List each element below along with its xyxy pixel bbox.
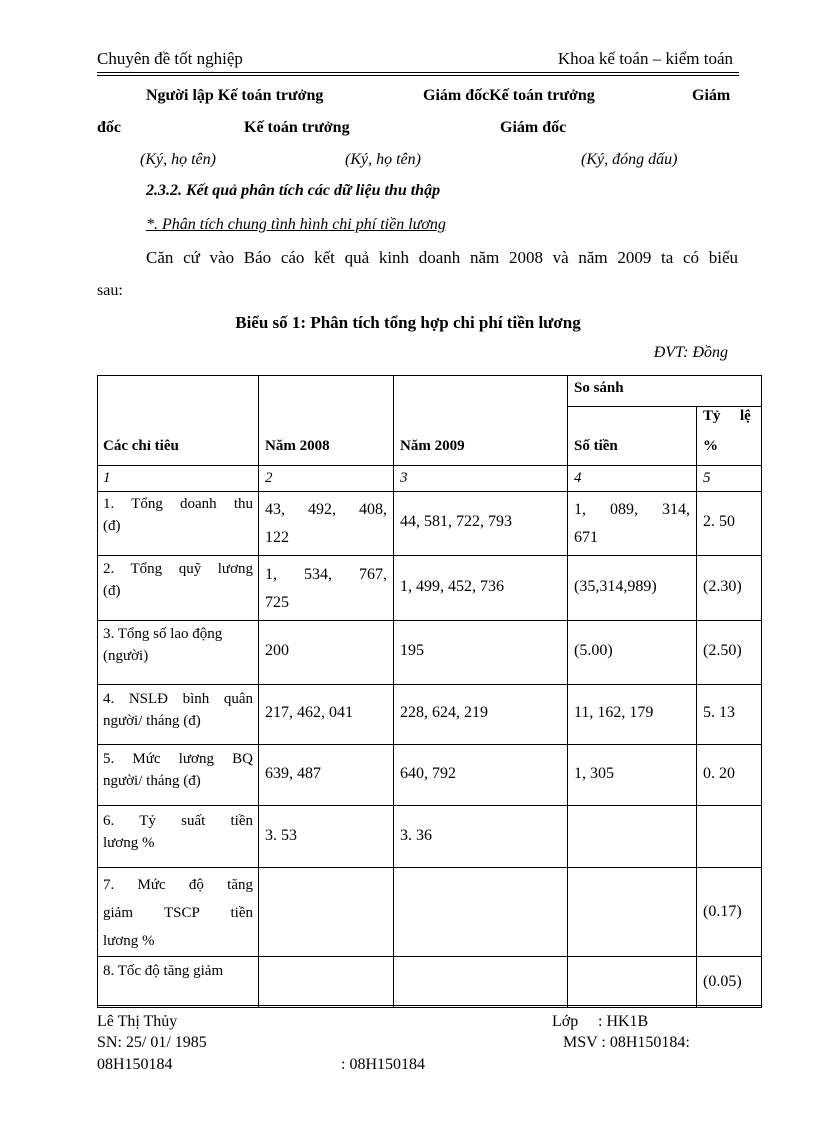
row1-amount xyxy=(574,496,690,552)
row7-indicator xyxy=(103,871,253,955)
row5-indicator-line1: 5. Mức lương BQ xyxy=(103,751,253,767)
row1-2008-line1: 43, 492, 408, xyxy=(265,501,387,518)
table-row-divider xyxy=(567,406,762,407)
row8-indicator-line1: 8. Tốc độ tăng giảm xyxy=(103,963,224,979)
footer-class-value: : HK1B xyxy=(598,1013,649,1030)
table-row-divider xyxy=(97,684,762,685)
row1-2008 xyxy=(265,496,387,552)
signature-note-2: (Ký, họ tên) xyxy=(345,151,421,168)
signature-line1-a: Người lập Kế toán trưởng xyxy=(146,87,324,104)
section-subheading: *. Phân tích chung tình hình chi phí tiền lương xyxy=(146,216,446,233)
row5-indicator-line2: người/ tháng (đ) xyxy=(103,773,201,789)
salary-analysis-table xyxy=(97,375,762,1007)
row3-indicator xyxy=(103,623,253,667)
table-col-divider xyxy=(258,375,259,1007)
table-row-divider xyxy=(97,555,762,556)
index-cell: 2 xyxy=(265,470,273,486)
row1-indicator-line2: (đ) xyxy=(103,518,121,534)
signature-note-1: (Ký, họ tên) xyxy=(140,151,216,168)
signature-line2-a: đốc xyxy=(97,119,121,136)
footer-class-label: Lớp xyxy=(552,1013,579,1030)
row7-indicator-line3: lương % xyxy=(103,933,155,949)
table-title: Biểu số 1: Phân tích tổng hợp chi phí tiền lương xyxy=(235,313,581,332)
table-col-divider xyxy=(567,375,568,1007)
row2-amount: (35,314,989) xyxy=(574,578,657,595)
row4-2008: 217, 462, 041 xyxy=(265,704,353,721)
row2-indicator-line1: 2. Tổng quỹ lương xyxy=(103,561,253,577)
table-border-top xyxy=(97,375,762,376)
header-rule-bottom xyxy=(97,75,739,76)
table-row-divider xyxy=(97,620,762,621)
header-rule-top xyxy=(97,72,739,73)
row6-2009: 3. 36 xyxy=(400,827,432,844)
row4-indicator-line2: người/ tháng (đ) xyxy=(103,713,201,729)
footer-name: Lê Thị Thủy xyxy=(97,1013,178,1030)
header-pct-a: Tỷ xyxy=(703,408,721,424)
section-heading: 2.3.2. Kết quả phân tích các dữ liệu thu thập xyxy=(146,182,441,199)
unit-label: ĐVT: Đồng xyxy=(653,344,728,361)
row2-2009: 1, 499, 452, 736 xyxy=(400,578,504,595)
header-2008: Năm 2008 xyxy=(265,438,330,454)
row4-amount: 11, 162, 179 xyxy=(574,704,654,721)
footer-code-2: : 08H150184 xyxy=(341,1056,425,1073)
row4-pct: 5. 13 xyxy=(703,704,735,721)
row4-indicator xyxy=(103,688,253,732)
header-indicator: Các chỉ tiêu xyxy=(103,438,179,454)
row6-2008: 3. 53 xyxy=(265,827,297,844)
row1-2009: 44, 581, 722, 793 xyxy=(400,513,512,530)
paragraph-line-1: Căn cứ vào Báo cáo kết quả kinh doanh năm 2008 và năm 2009 ta có biểu xyxy=(146,248,738,267)
row5-2009: 640, 792 xyxy=(400,765,456,782)
row7-indicator-line1: 7. Mức độ tăng xyxy=(103,877,253,893)
header-2009: Năm 2009 xyxy=(400,438,465,454)
table-row-divider xyxy=(97,956,762,957)
signature-note-3: (Ký, đóng dấu) xyxy=(581,151,678,168)
signature-line2-b: Kế toán trưởng xyxy=(244,119,350,136)
header-pct-b: lệ xyxy=(740,408,751,424)
footer-code-1: 08H150184 xyxy=(97,1056,173,1073)
signature-line1-b: Giám đốcKế toán trưởng xyxy=(423,87,595,104)
table-row-divider xyxy=(97,867,762,868)
row3-indicator-line2: (người) xyxy=(103,648,149,664)
table-border-left xyxy=(97,375,98,1007)
row2-indicator-line2: (đ) xyxy=(103,583,121,599)
row8-pct: (0.05) xyxy=(703,973,742,990)
row6-indicator-line1: 6. Tỷ suất tiền xyxy=(103,813,253,829)
row4-indicator-line1: 4. NSLĐ bình quân xyxy=(103,691,253,707)
row1-indicator-line1: 1. Tổng doanh thu xyxy=(103,496,253,512)
index-cell: 1 xyxy=(103,470,111,486)
row1-amount-line1: 1, 089, 314, xyxy=(574,501,690,518)
row3-pct: (2.50) xyxy=(703,642,742,659)
table-row-divider xyxy=(97,805,762,806)
row1-amount-line2: 671 xyxy=(574,529,598,546)
row3-indicator-line1: 3. Tổng số lao động xyxy=(103,626,223,642)
row7-pct: (0.17) xyxy=(703,903,742,920)
header-left: Chuyên đề tốt nghiệp xyxy=(97,49,243,68)
row2-2008 xyxy=(265,561,387,617)
signature-line1-c: Giám xyxy=(692,87,731,104)
row1-indicator xyxy=(103,493,253,537)
row1-pct: 2. 50 xyxy=(703,513,735,530)
table-row-divider xyxy=(97,491,762,492)
header-amount: Số tiền xyxy=(574,438,618,454)
row3-amount: (5.00) xyxy=(574,642,613,659)
index-cell: 3 xyxy=(400,470,408,486)
row6-indicator-line2: lương % xyxy=(103,835,155,851)
row5-2008: 639, 487 xyxy=(265,765,321,782)
table-border-bottom xyxy=(97,1005,762,1008)
paragraph-line-2: sau: xyxy=(97,282,123,299)
table-row-divider xyxy=(97,744,762,745)
footer-msv: MSV : 08H150184: xyxy=(563,1034,690,1051)
table-col-divider xyxy=(696,406,697,1007)
row2-2008-line2: 725 xyxy=(265,594,289,611)
row2-2008-line1: 1, 534, 767, xyxy=(265,566,387,583)
row8-indicator xyxy=(103,960,253,982)
row5-amount: 1, 305 xyxy=(574,765,614,782)
row6-indicator xyxy=(103,810,253,854)
row5-indicator xyxy=(103,748,253,792)
table-row-divider xyxy=(97,465,762,466)
row7-indicator-line2: giảm TSCP tiền xyxy=(103,905,253,921)
row2-pct: (2.30) xyxy=(703,578,742,595)
row1-2008-line2: 122 xyxy=(265,529,289,546)
index-cell: 4 xyxy=(574,470,582,486)
table-col-divider xyxy=(393,375,394,1007)
row3-2009: 195 xyxy=(400,642,424,659)
row5-pct: 0. 20 xyxy=(703,765,735,782)
row4-2009: 228, 624, 219 xyxy=(400,704,488,721)
header-pct-c: % xyxy=(703,438,718,454)
row2-indicator xyxy=(103,558,253,602)
header-so-sanh: So sánh xyxy=(574,380,624,396)
index-cell: 5 xyxy=(703,470,711,486)
footer-dob: SN: 25/ 01/ 1985 xyxy=(97,1034,207,1051)
row3-2008: 200 xyxy=(265,642,289,659)
signature-line2-c: Giám đốc xyxy=(500,119,567,136)
header-right: Khoa kế toán – kiểm toán xyxy=(557,49,733,68)
table-border-right xyxy=(761,375,762,1007)
